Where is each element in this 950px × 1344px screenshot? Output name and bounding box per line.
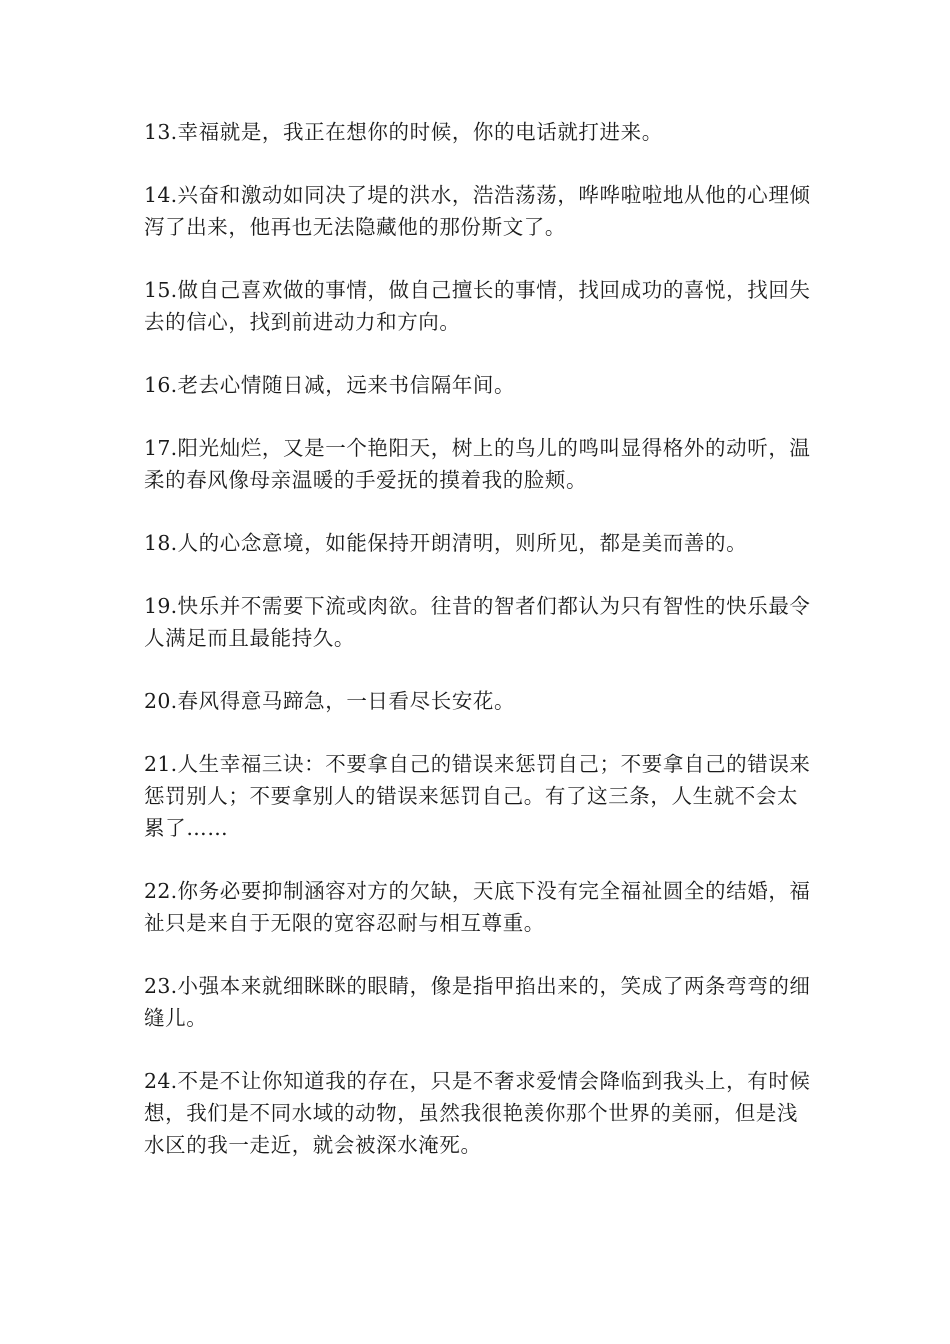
paragraph-23 <box>144 970 814 1034</box>
paragraph-24 <box>144 1065 814 1161</box>
paragraph-text: 人的心念意境，如能保持开朗清明，则所见，都是美而善的。 <box>177 531 748 555</box>
paragraph-number: 16. <box>144 373 178 397</box>
paragraph-21 <box>144 748 814 844</box>
paragraph-number: 15. <box>144 278 178 302</box>
paragraph-22 <box>144 875 814 939</box>
paragraph-text: 幸福就是，我正在想你的时候，你的电话就打进来。 <box>177 120 663 144</box>
paragraph-number: 20. <box>144 689 178 713</box>
paragraph-text: 阳光灿烂，又是一个艳阳天，树上的鸟儿的鸣叫显得格外的动听，温柔的春风像母亲温暖的手爱抚的摸着我的脸颊。 <box>144 436 811 492</box>
paragraph-20 <box>144 685 814 717</box>
paragraph-text: 人生幸福三诀：不要拿自己的错误来惩罚自己；不要拿自己的错误来惩罚别人；不要拿别人的错误来惩罚自己。有了这三条，人生就不会太累了…… <box>144 752 811 840</box>
paragraph-number: 24. <box>144 1069 178 1093</box>
paragraph-text: 不是不让你知道我的存在，只是不奢求爱情会降临到我头上，有时候想，我们是不同水域的动物，虽然我很艳羡你那个世界的美丽，但是浅水区的我一走近，就会被深水淹死。 <box>144 1069 811 1157</box>
paragraph-15 <box>144 274 814 338</box>
paragraph-number: 18. <box>144 531 178 555</box>
paragraph-number: 19. <box>144 594 178 618</box>
paragraph-number: 14. <box>144 183 178 207</box>
document-body <box>144 116 814 1192</box>
paragraph-number: 13. <box>144 120 178 144</box>
paragraph-16 <box>144 369 814 401</box>
paragraph-19 <box>144 590 814 654</box>
paragraph-number: 22. <box>144 879 178 903</box>
paragraph-number: 17. <box>144 436 178 460</box>
paragraph-18 <box>144 527 814 559</box>
paragraph-number: 21. <box>144 752 178 776</box>
paragraph-text: 小强本来就细眯眯的眼睛，像是指甲掐出来的，笑成了两条弯弯的细缝儿。 <box>144 974 811 1030</box>
paragraph-text: 春风得意马蹄急，一日看尽长安花。 <box>177 689 516 713</box>
paragraph-text: 做自己喜欢做的事情，做自己擅长的事情，找回成功的喜悦，找回失去的信心，找到前进动力和方向。 <box>144 278 811 334</box>
paragraph-13 <box>144 116 814 148</box>
paragraph-text: 快乐并不需要下流或肉欲。往昔的智者们都认为只有智性的快乐最令人满足而且最能持久。 <box>144 594 811 650</box>
paragraph-number: 23. <box>144 974 178 998</box>
paragraph-17 <box>144 432 814 496</box>
paragraph-14 <box>144 179 814 243</box>
paragraph-text: 兴奋和激动如同决了堤的洪水，浩浩荡荡，哗哗啦啦地从他的心理倾泻了出来，他再也无法隐藏他的那份斯文了。 <box>144 183 811 239</box>
paragraph-text: 你务必要抑制涵容对方的欠缺，天底下没有完全福祉圆全的结婚，福祉只是来自于无限的宽容忍耐与相互尊重。 <box>144 879 811 935</box>
paragraph-text: 老去心情随日减，远来书信隔年间。 <box>177 373 516 397</box>
